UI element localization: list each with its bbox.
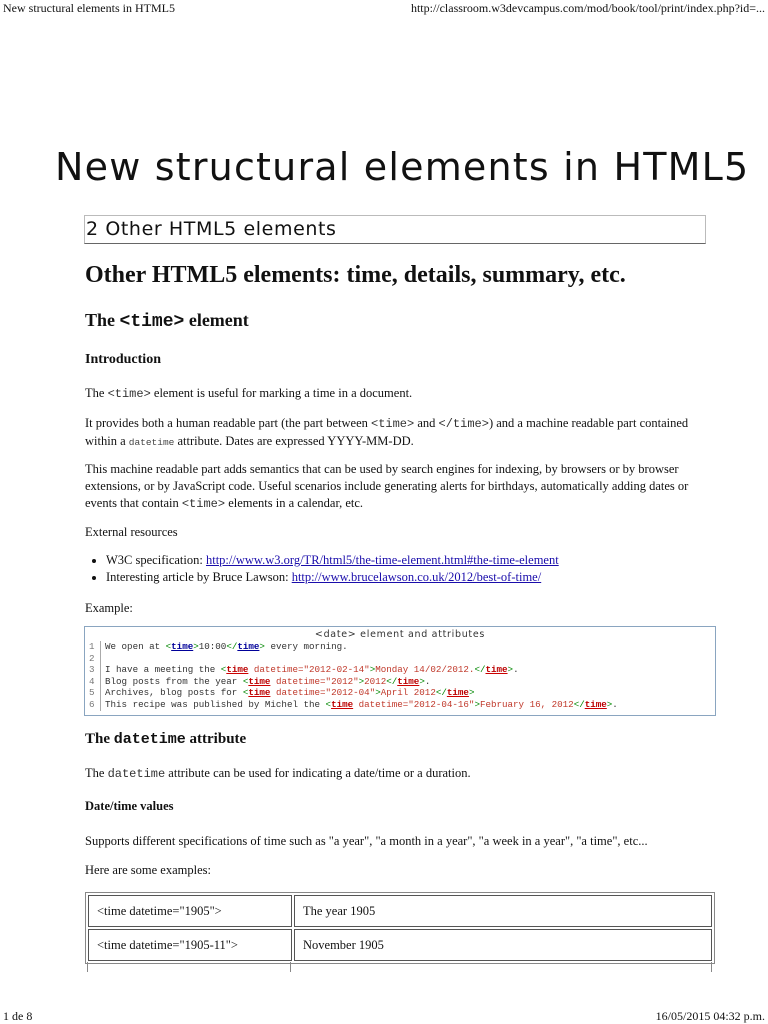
print-header-title: New structural elements in HTML5 bbox=[3, 1, 175, 15]
external-resources-label: External resources bbox=[85, 525, 178, 539]
code-line: 3 I have a meeting the <time datetime="2012-02-14">Monday 14/02/2012.</time>. bbox=[89, 664, 519, 676]
print-header-url: http://classroom.w3devcampus.com/mod/book/tool/print/index.php?id=... bbox=[410, 1, 765, 15]
bruce-lawson-article-link[interactable]: http://www.brucelawson.co.uk/2012/best-of-time/ bbox=[291, 570, 542, 584]
table-continuation bbox=[711, 962, 713, 972]
time-element-heading: The <time> element bbox=[85, 310, 249, 332]
introduction-heading: Introduction bbox=[85, 352, 161, 367]
table-continuation bbox=[87, 962, 89, 972]
intro-paragraph-3: This machine readable part adds semantics that can be used by search engines for indexing, by browsers or by browser extensions, or by JavaScript code. Useful scenarios include generating alerts for birthdays, automatically adding dates or events that contain <time> elements in a calendar, etc. bbox=[85, 462, 689, 511]
examples-intro: Here are some examples: bbox=[85, 863, 211, 877]
code-line: 1 We open at <time>10:00</time> every morning. bbox=[89, 641, 348, 652]
section-title: Other HTML5 elements: time, details, summary, etc. bbox=[85, 262, 626, 288]
w3c-spec-link[interactable]: http://www.w3.org/TR/html5/the-time-element.html#the-time-element bbox=[205, 553, 559, 567]
intro-paragraph-1: The <time> element is useful for marking a time in a document. bbox=[85, 386, 413, 401]
table-continuation bbox=[290, 962, 292, 972]
list-item: • W3C specification: http://www.w3.org/TR/html5/the-time-element.html#the-time-element bbox=[106, 552, 559, 569]
datetime-paragraph: The datetime attribute can be used for indicating a date/time or a duration. bbox=[85, 766, 471, 781]
table-cell: <time datetime="1905-11"> bbox=[88, 929, 292, 961]
examples-table bbox=[85, 892, 715, 964]
chapter-title: 2 Other HTML5 elements bbox=[84, 215, 706, 244]
code-line: 2 bbox=[85, 653, 715, 665]
table-row bbox=[88, 895, 712, 927]
print-footer-datetime: 16/05/2015 04:32 p.m. bbox=[655, 1009, 765, 1023]
table-cell: <time datetime="1905"> bbox=[88, 895, 292, 927]
resources-list bbox=[92, 552, 559, 586]
table-row bbox=[88, 929, 712, 961]
intro-paragraph-2: It provides both a human readable part (the part between <time> and </time>) and a machine readable part contained within a datetime attribute. Dates are expressed YYYY-MM-DD. bbox=[85, 416, 689, 448]
datetime-values-paragraph: Supports different specifications of time such as "a year", "a month in a year", "a week in a year", "a time", etc... bbox=[85, 834, 648, 848]
table-cell: The year 1905 bbox=[294, 895, 712, 927]
book-title: New structural elements in HTML5 bbox=[55, 145, 750, 189]
print-footer-page: 1 de 8 bbox=[3, 1009, 33, 1023]
table-cell: November 1905 bbox=[294, 929, 712, 961]
code-example-box bbox=[84, 626, 716, 716]
example-label: Example: bbox=[85, 601, 133, 615]
code-line: 5 Archives, blog posts for <time datetime="2012-04">April 2012</time> bbox=[89, 687, 475, 699]
datetime-values-heading: Date/time values bbox=[85, 799, 174, 813]
code-line: 4 Blog posts from the year <time datetime="2012">2012</time>. bbox=[89, 675, 431, 687]
code-line: 6 This recipe was published by Michel the <time datetime="2012-04-16">February 16, 2012</time>. bbox=[89, 698, 618, 710]
code-caption: <date> element and attributes bbox=[314, 629, 486, 640]
datetime-attribute-heading: The datetime attribute bbox=[85, 731, 247, 748]
list-item: • Interesting article by Bruce Lawson: http://www.brucelawson.co.uk/2012/best-of-time/ bbox=[106, 569, 559, 586]
